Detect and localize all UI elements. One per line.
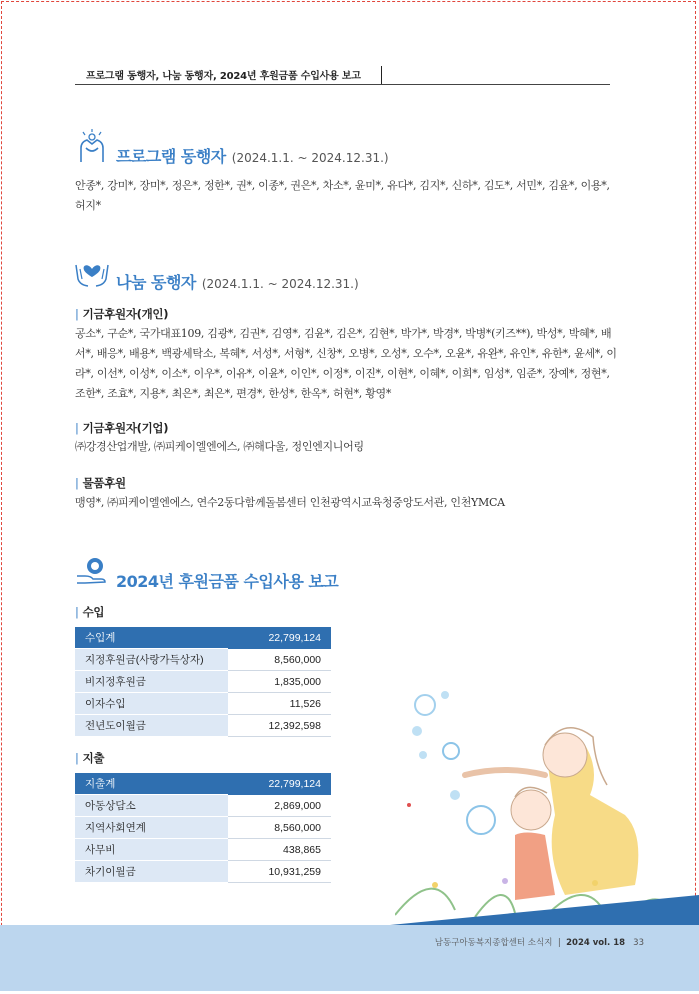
expense-table (75, 773, 331, 883)
footer-accent-shape (390, 895, 699, 939)
page-number: 33 (633, 938, 644, 948)
children-bubbles-illustration (395, 685, 695, 929)
table-row (75, 693, 331, 715)
program-title: 프로그램 동행자 (116, 147, 226, 166)
row-label: 아동상담소 (75, 795, 228, 817)
expense-heading (75, 750, 104, 766)
row-amount: 2,869,000 (228, 795, 331, 817)
header-rule (75, 84, 610, 85)
row-label: 전년도이월금 (75, 715, 228, 737)
footer-issue: 2024 vol. 18 (566, 938, 626, 948)
heading-bar: | (75, 605, 79, 619)
handshake-icon (75, 128, 109, 168)
row-amount: 8,560,000 (228, 817, 331, 839)
row-label: 사무비 (75, 839, 228, 861)
table-row (75, 671, 331, 693)
goods-donor-heading (75, 475, 126, 491)
program-section-title (116, 144, 389, 167)
row-label: 비지정후원금 (75, 671, 228, 693)
table-row (75, 795, 331, 817)
row-amount: 8,560,000 (228, 649, 331, 671)
corporate-donor-label: 기금후원자(기업) (82, 421, 169, 435)
report-title: 2024년 후원금품 수입사용 보고 (116, 572, 339, 591)
corporate-donor-names: ㈜강경산업개발, ㈜피케이엘엔에스, ㈜해다울, 정인엔지니어링 (75, 440, 364, 453)
running-header: 프로그램 동행자, 나눔 동행자, 2024년 후원금품 수입사용 보고 (86, 71, 361, 82)
row-label: 이자수입 (75, 693, 228, 715)
individual-donor-names: 공소*, 구순*, 국가대표109, 김광*, 김권*, 김영*, 김윤*, 김은*, 김현*, 박가*, 박경*, 박병*(키즈**), 박성*, 박혜*, 배서*, 배응*, 배용*, 백광세탁소, 복혜*, 서성*, 서형*, 신창*, 오병*, 오성*, 오수*, 오윤*, 유완*, 유인*, 유한*, 윤세*, 이라*, 이선*, 이성*, 이소*, 이우*, 이유*, 이윤*, 이인*, 이정*, 이진*, 이현*, 이혜*, 이희*, 임성*, 임준*, 장예*, 정현*, 조한*, 조효*, 지용*, 최은*, 최은*, 편경*, 한성*, 한옥*, 허현*, 황영* (75, 327, 617, 400)
row-label: 지역사회연계 (75, 817, 228, 839)
sharing-section-title (116, 270, 359, 293)
row-amount: 1,835,000 (228, 671, 331, 693)
table-row (75, 773, 331, 795)
goods-donor-names: 맹영*, ㈜피케이엘엔에스, 연수2동다함께돌봄센터 인천광역시교육청중앙도서관, 인천YMCA (75, 496, 505, 509)
row-label: 지출계 (75, 773, 228, 795)
footer-sep: | (557, 938, 561, 948)
goods-donor-label: 물품후원 (82, 476, 126, 490)
table-row (75, 839, 331, 861)
income-label: 수입 (82, 605, 105, 619)
corporate-donor-heading (75, 420, 168, 436)
footer-org: 남동구아동복지종합센터 소식지 (434, 938, 553, 948)
row-amount: 22,799,124 (228, 627, 331, 649)
heading-bar: | (75, 421, 79, 435)
heading-bar: | (75, 307, 79, 321)
income-table (75, 627, 331, 737)
row-amount: 10,931,259 (228, 861, 331, 883)
sharing-title: 나눔 동행자 (116, 273, 196, 292)
table-row (75, 817, 331, 839)
heading-bar: | (75, 476, 79, 490)
expense-label: 지출 (82, 751, 105, 765)
heading-bar: | (75, 751, 79, 765)
program-names: 안종*, 강미*, 장미*, 정은*, 정한*, 권*, 이종*, 권은*, 차소*, 윤미*, 유다*, 김지*, 신하*, 김도*, 서민*, 김윤*, 이용*, 허지* (75, 179, 610, 212)
heart-hands-icon (74, 255, 110, 293)
row-amount: 11,526 (228, 693, 331, 715)
row-label: 수입계 (75, 627, 228, 649)
table-row (75, 715, 331, 737)
row-amount: 12,392,598 (228, 715, 331, 737)
income-heading (75, 604, 104, 620)
individual-donor-heading (75, 306, 168, 322)
table-row (75, 861, 331, 883)
row-amount: 438,865 (228, 839, 331, 861)
program-period: (2024.1.1. ~ 2024.12.31.) (231, 151, 389, 165)
row-label: 차기이월금 (75, 861, 228, 883)
footer-info (435, 936, 644, 948)
table-row (75, 627, 331, 649)
row-amount: 22,799,124 (228, 773, 331, 795)
sharing-period: (2024.1.1. ~ 2024.12.31.) (201, 277, 359, 291)
individual-donor-label: 기금후원자(개인) (82, 307, 169, 321)
table-row (75, 649, 331, 671)
row-label: 지정후원금(사랑가득상자) (75, 649, 228, 671)
donation-hand-icon (75, 556, 109, 590)
header-divider (381, 66, 382, 84)
